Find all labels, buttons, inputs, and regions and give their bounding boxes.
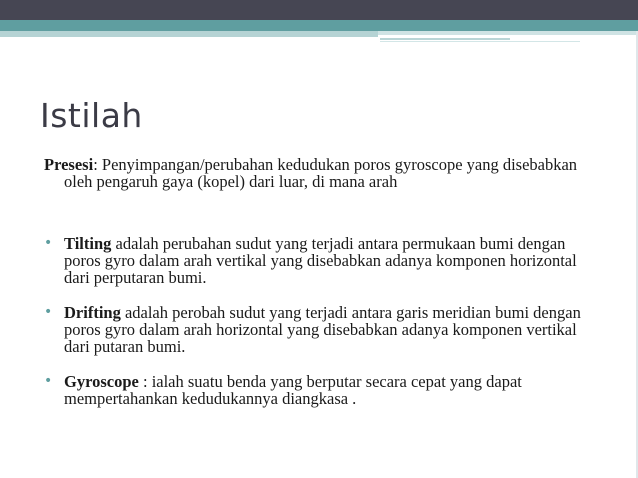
header-band-teal (0, 20, 638, 31)
header-accent-line-2 (380, 41, 580, 42)
list-item-gyroscope (44, 373, 604, 407)
bullet-icon: • (44, 235, 53, 251)
bullet-list (44, 235, 604, 407)
list-item-drifting (44, 304, 604, 355)
text-drifting: adalah perobah sudut yang terjadi antara garis meridian bumi dengan poros gyro dalam arah horizontal yang disebabkan adanya komponen vertikal dari putaran bumi. (64, 303, 581, 356)
term-tilting: Tilting (64, 234, 112, 253)
text-gyroscope: : ialah suatu benda yang berputar secara cepat yang dapat mempertahankan kedudukannya diangkasa . (64, 372, 522, 408)
term-drifting: Drifting (64, 303, 121, 322)
intro-term: Presesi (44, 155, 94, 174)
intro-text: : Penyimpangan/perubahan kedudukan poros gyroscope yang disebabkan oleh pengaruh gaya (kopel) dari luar, di mana arah (64, 155, 578, 191)
slide-title: Istilah (40, 96, 143, 135)
text-tilting: adalah perubahan sudut yang terjadi antara permukaan bumi dengan poros gyro dalam arah vertikal yang disebabkan adanya komponen horizontal dari perputaran bumi. (64, 234, 577, 287)
term-gyroscope: Gyroscope (64, 372, 139, 391)
bullet-icon: • (44, 304, 53, 320)
header-accent-line (380, 38, 510, 40)
intro-paragraph (44, 156, 604, 190)
header-band-light (0, 31, 378, 37)
slide-body (44, 156, 604, 407)
bullet-icon: • (44, 373, 53, 389)
header-band-strip (378, 31, 638, 35)
spacer (44, 190, 604, 235)
header-band-dark (0, 0, 638, 20)
list-item-tilting (44, 235, 604, 286)
